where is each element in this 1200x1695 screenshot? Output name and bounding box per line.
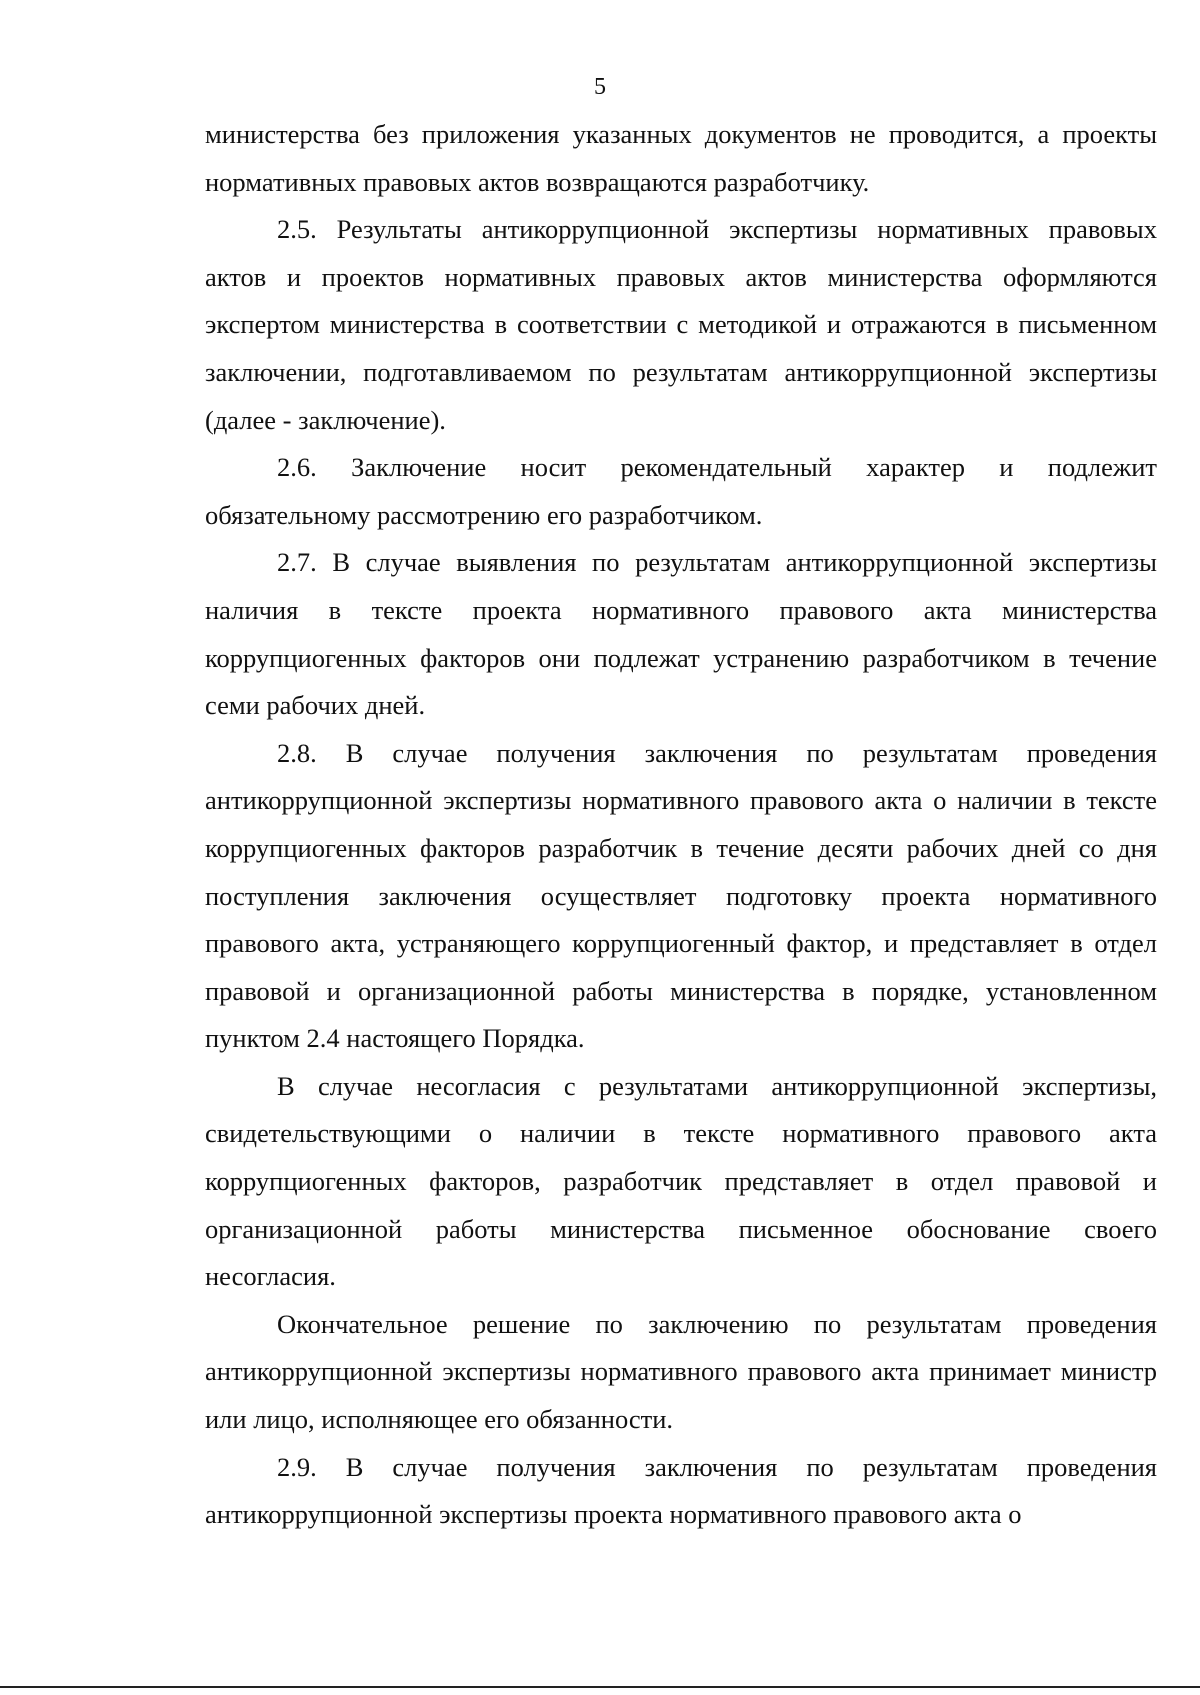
- paragraph-continuation: министерства без приложения указанных документов не проводится, а проекты нормативных правовых актов возвращаются разработчику.: [205, 119, 1157, 197]
- paragraph-2-6: 2.6. Заключение носит рекомендательный характер и подлежит обязательному рассмотрению его разработчиком.: [205, 452, 1157, 530]
- paragraph-2-7: 2.7. В случае выявления по результатам антикоррупционной экспертизы наличия в тексте проекта нормативного правового акта министерства коррупциогенных факторов они подлежат устранению разработчиком в течение семи рабочих дней.: [205, 547, 1157, 721]
- paragraph-2-9: 2.9. В случае получения заключения по результатам проведения антикоррупционной экспертизы проекта нормативного правового акта о: [205, 1451, 1157, 1530]
- paragraph-2-8: 2.8. В случае получения заключения по результатам проведения антикоррупционной экспертизы нормативного правового акта о наличии в тексте коррупциогенных факторов разработчик в течение десяти рабочих дней со дня поступления заключения осуществляет подготовку проекта нормативного правового акта, устраняющего коррупциогенный фактор, и представляет в отдел правовой и организационной работы министерства в порядке, установленном пунктом 2.4 настоящего Порядка.: [205, 737, 1157, 1054]
- paragraph-2-5: 2.5. Результаты антикоррупционной экспертизы нормативных правовых актов и проектов нормативных правовых актов министерства оформляются экспертом министерства в соответствии с методикой и отражаются в письменном заключении, подготавливаемом по результатам антикоррупционной экспертизы (далее - заключение).: [205, 214, 1157, 435]
- paragraph-final-decision: Окончательное решение по заключению по результатам проведения антикоррупционной экспертизы нормативного правового акта принимает министр или лицо, исполняющее его обязанности.: [205, 1308, 1157, 1435]
- document-body: [205, 111, 1157, 1539]
- bottom-rule: [0, 1686, 1200, 1688]
- page-number: 5: [594, 74, 606, 100]
- paragraph-disagreement: В случае несогласия с результатами антикоррупционной экспертизы, свидетельствующими о наличии в тексте нормативного правового акта коррупциогенных факторов, разработчик представляет в отдел правовой и организационной работы министерства письменное обоснование своего несогласия.: [205, 1070, 1157, 1292]
